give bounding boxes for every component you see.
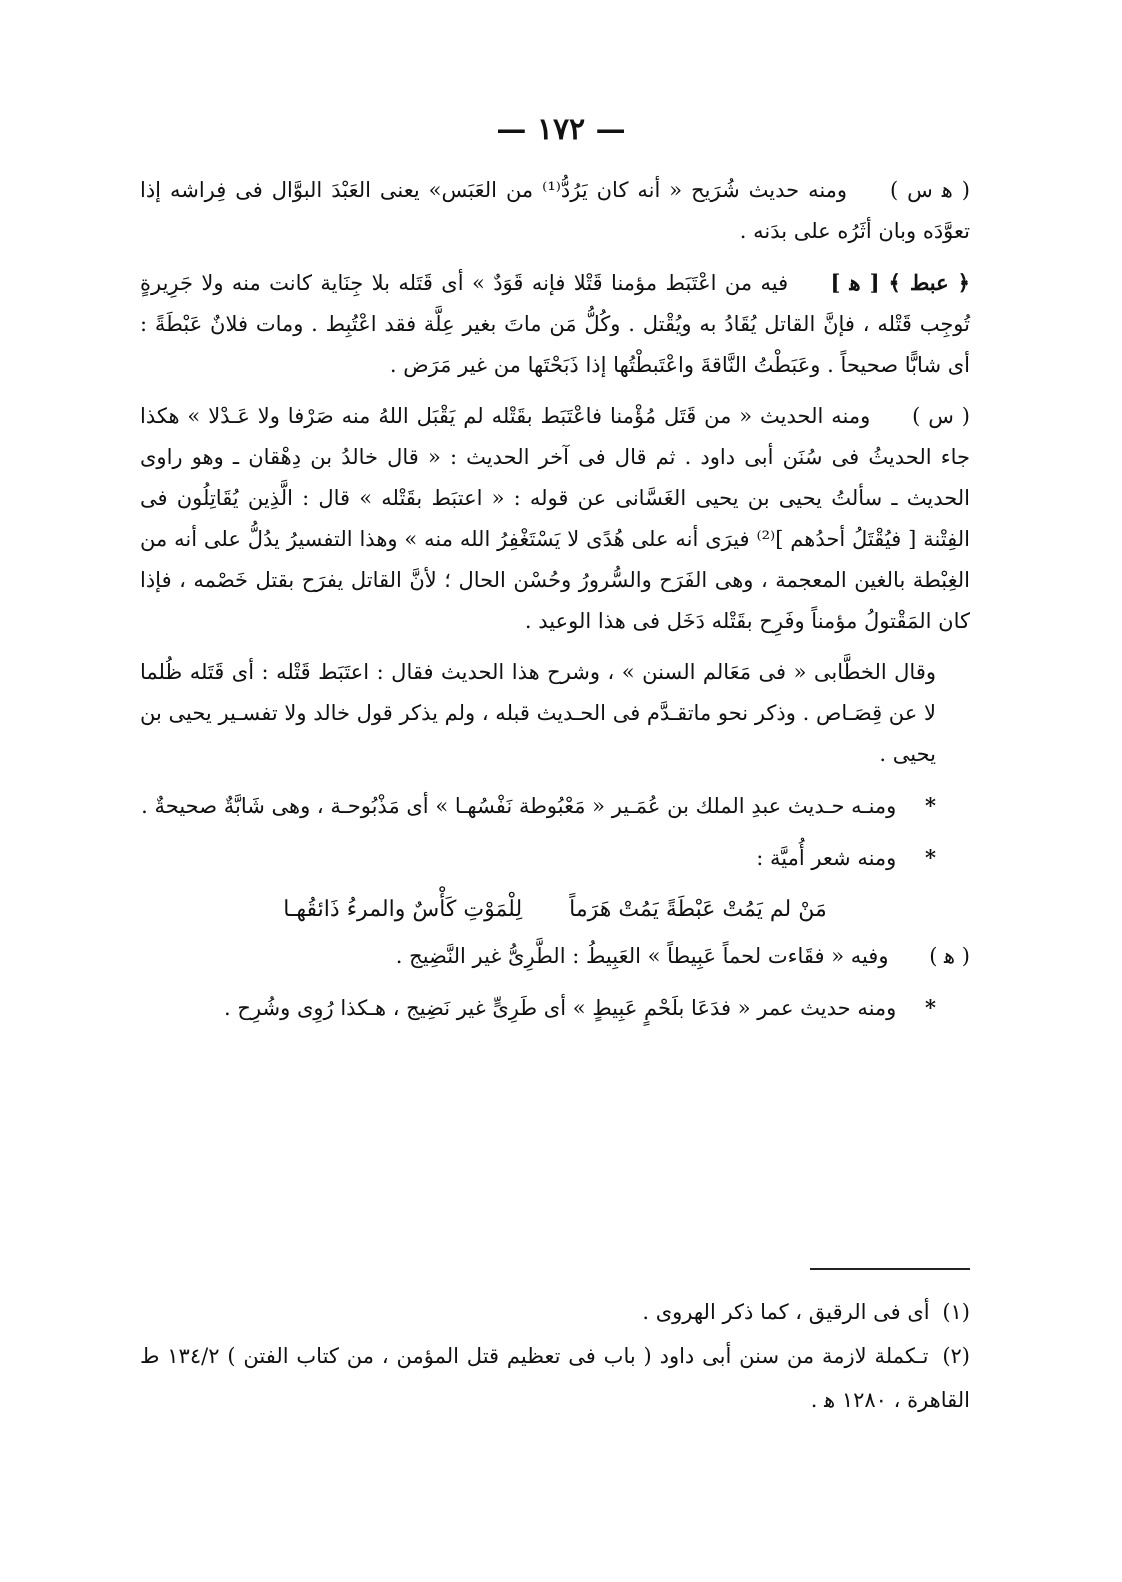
footnote-1 [140,1290,970,1334]
paragraph-hadith-sunan [140,396,970,642]
paragraph-abit [140,936,970,977]
footnotes [140,1290,970,1422]
footnote-divider [810,1268,970,1270]
star-marker: * [925,845,936,870]
source-tag: ( ﻫ ) [929,944,970,968]
paragraph-text: وقال الخطَّابى « فى مَعَالم السنن » ، وشرح هذا الحديث فقال : اعتَبَط قَتْله : أى قَتَله ظُلما لا عن قِصَـاص . وذكر نحو ماتقـدَّم فى الحـديث قبله ، ولم يذكر قول خالد ولا تفسـير يحيى بن يحيى . [140,660,936,766]
paragraph-text: وفيه « فقَاءت لحماً عَبِيطاً » العَبِيطُ : الطَّرِىُّ غير النَّضِيج . [395,944,889,968]
entry-heading: ﴿ عبط ﴾ [ ﻫ ] [830,270,970,295]
paragraph-text: ومنه حديث شُرَيح « أنه كان يَرُدُّ⁽¹⁾ من العَبَس» يعنى العَبْدَ البوَّال فى فِراشه إذا تعوَّدَه وبان أثَرُه على بدَنه . [140,178,970,243]
paragraph-khattabi [140,652,970,775]
paragraph-text: ومنه شعر أُميَّة : [756,846,897,870]
source-tag: ( س ) [912,404,970,428]
paragraph-text: ومنه حديث عمر « فدَعَا بلَحْمٍ عَبِيطٍ » أى طَرِىٍّ غير نَضِيج ، هـكذا رُوِى وشُرِح . [224,996,897,1020]
paragraph-shurayh [140,170,970,252]
paragraph-text: ومنـه حـديث عبدِ الملك بن عُمَـير « مَعْبُوطة نَفْسُهـا » أى مَذْبُوحـة ، وهى شَابَّةٌ صحيحةٌ . [141,794,897,818]
paragraph-abdulmalik [140,785,970,827]
main-text [140,170,970,1039]
poem-first-hemistich: مَنْ لم يَمُتْ عَبْطَةً يَمُتْ هَرَماً [569,897,827,922]
footnote-text: تـكملة لازمة من سنن أبى داود ( باب فى تعظيم قتل المؤمن ، من كتاب الفتن ) ١٣٤/٢ ط القاهرة ، ١٢٨٠ ﻫ . [140,1344,970,1412]
footnote-number: (٢) [942,1344,970,1368]
star-marker: * [925,793,936,818]
page-number: — ١٧٢ — [496,112,626,147]
poem-second-hemistich: لِلْمَوْتِ كَأْسٌ والمرءُ ذَائقُهـا [283,897,523,922]
paragraph-text: ومنه الحديث « من قَتَل مُؤْمنا فاعْتَبَط بقَتْله لم يَقْبَل اللهُ منه صَرْفا ولا عَـدْلا » هكذا جاء الحديثُ فى سُنَن أبى داود . ثم قال فى آخر الحديث : « قال خالدُ بن دِهْقان ـ وهو راوى الحديث ـ سألتُ يحيى بن يحيى الغَسَّانى عن قوله : « اعتبَط بقَتْله » قال : الَّذِين يُقَاتِلُون فى الفِتْنة [ فيُقْتَلُ أحدُهم ]⁽²⁾ فيرَى أنه على هُدًى لا يَسْتَغْفِرُ الله منه » وهذا التفسيرُ يدُلُّ على أنه من الغِبْطة بالغين المعجمة ، وهى الفَرَح والسُّرورُ وحُسْن الحال ؛ لأنَّ القاتل يفرَح بقتل خَصْمه ، فإذا كان المَقْتولُ مؤمناً وفَرِح بقَتْله دَخَل فى هذا الوعيد . [140,404,970,633]
footnote-text: أى فى الرقيق ، كما ذكر الهروى . [642,1300,930,1324]
star-marker: * [925,995,936,1020]
paragraph-umar [140,987,970,1029]
source-tag: ( ﻫ س ) [890,178,970,202]
footnote-number: (١) [942,1300,970,1324]
paragraph-entry-abata [140,262,970,386]
footnote-2 [140,1334,970,1422]
paragraph-text: فيه من اعْتَبَط مؤمنا قَتْلا فإنه قَوَدٌ » أى قَتَله بلا جِنَاية كانت منه ولا جَرِيرةٍ تُوجِب قَتْله ، فإنَّ القاتل يُقَادُ به ويُقْتل . وكُلُّ مَن ماتَ بغير عِلَّة فقد اعْتُبِط . ومات فلانٌ عَبْطَةً : أى شابًّا صحيحاً . وعَبَطْتُ النَّاقةَ واعْتَبطْتُها إذا ذَبَحْتَها من غير مَرَض . [140,271,970,377]
poem-verse [140,889,970,930]
paragraph-umayya [140,837,970,879]
